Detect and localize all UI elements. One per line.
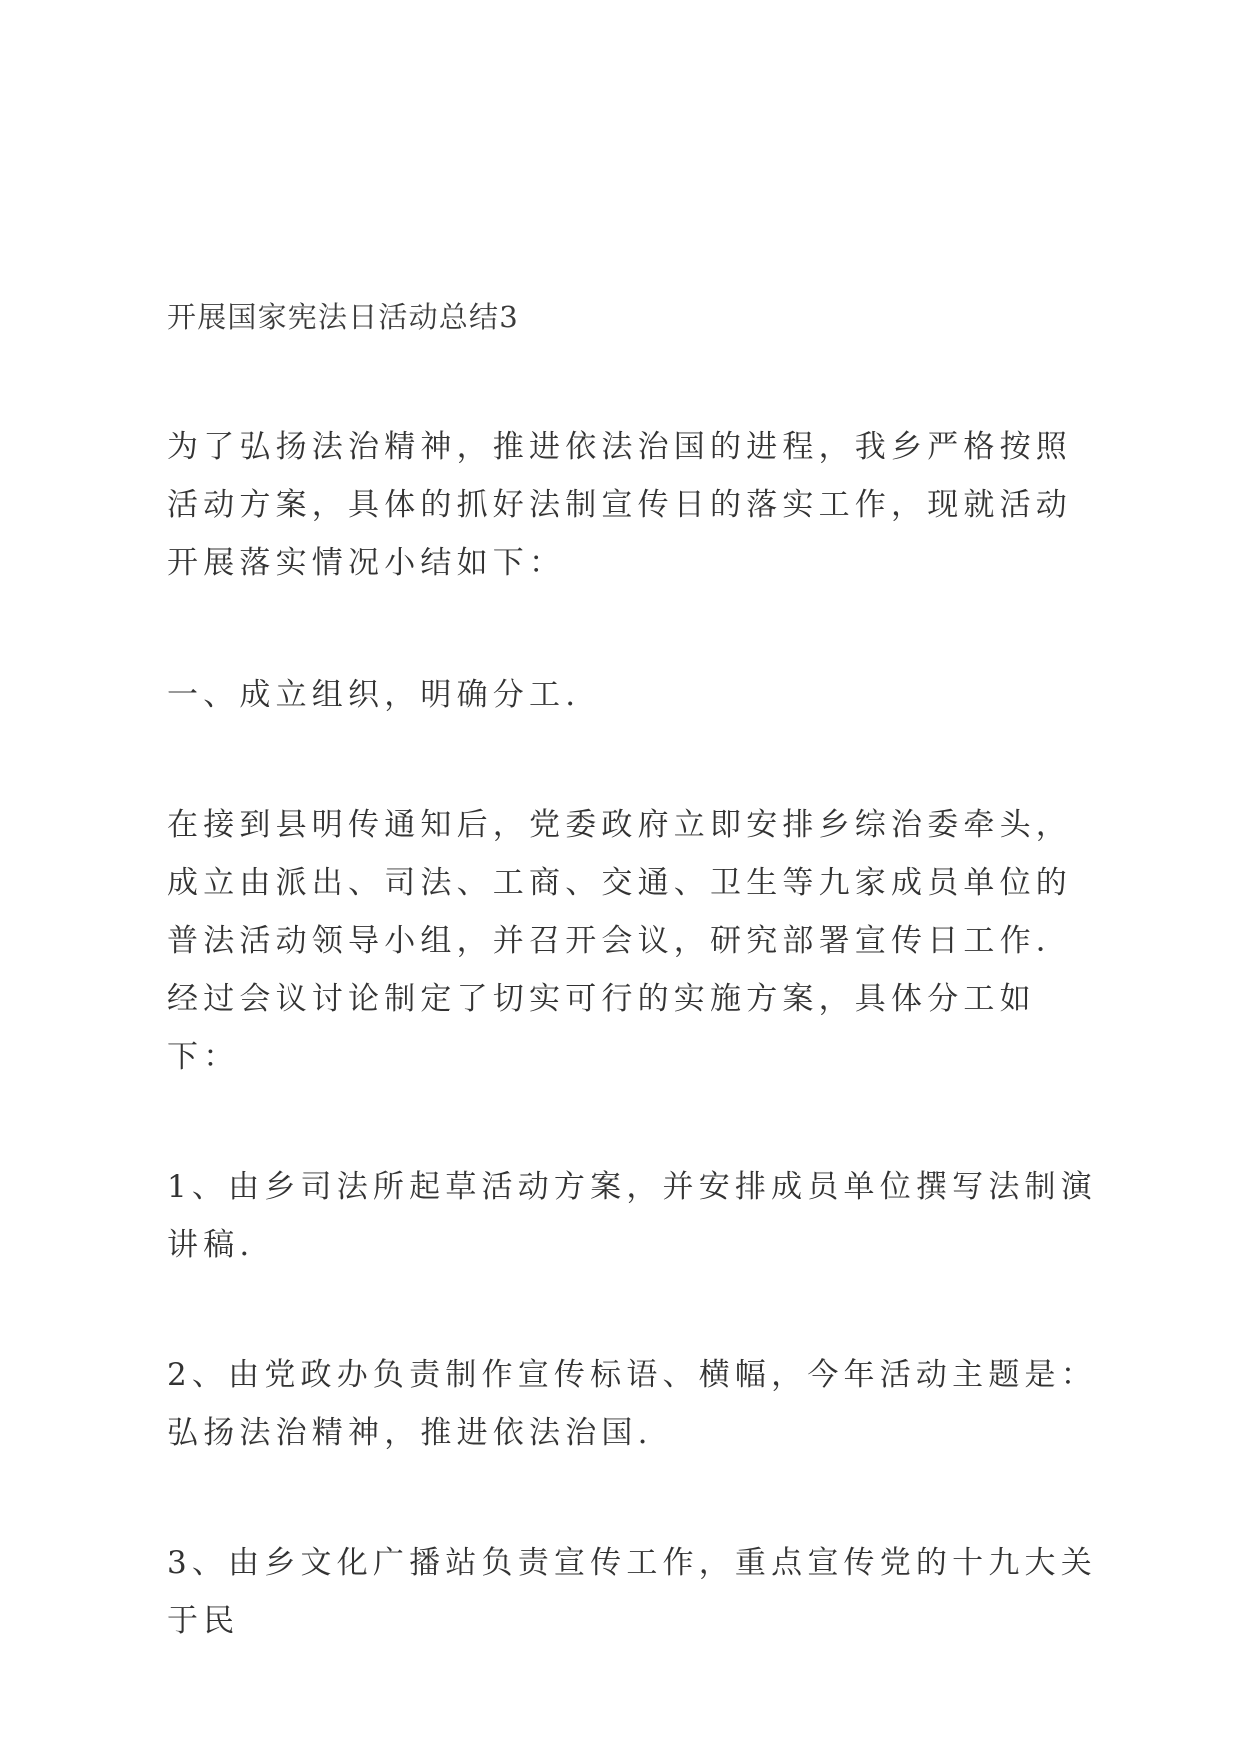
intro-paragraph: 为了弘扬法治精神，推进依法治国的进程，我乡严格按照活动方案，具体的抓好法制宣传日的落实工作，现就活动开展落实情况小结如下： <box>167 429 1072 581</box>
section-heading-organization: 一、成立组织，明确分工. <box>167 677 581 713</box>
list-item-3: 3、由乡文化广播站负责宣传工作，重点宣传党的十九大关于民 <box>167 1545 1097 1639</box>
organization-paragraph: 在接到县明传通知后，党委政府立即安排乡综治委牵头，成立由派出、司法、工商、交通、卫生等九家成员单位的普法活动领导小组，并召开会议，研究部署宣传日工作．经过会议讨论制定了切实可行的实施方案，具体分工如下： <box>167 807 1072 1075</box>
list-item-1: 1、由乡司法所起草活动方案，并安排成员单位撰写法制演讲稿. <box>167 1169 1097 1263</box>
list-item-2: 2、由党政办负责制作宣传标语、横幅，今年活动主题是：弘扬法治精神，推进依法治国. <box>167 1357 1097 1451</box>
document-title: 开展国家宪法日活动总结3 <box>167 300 519 334</box>
document-body <box>167 288 1097 1650</box>
